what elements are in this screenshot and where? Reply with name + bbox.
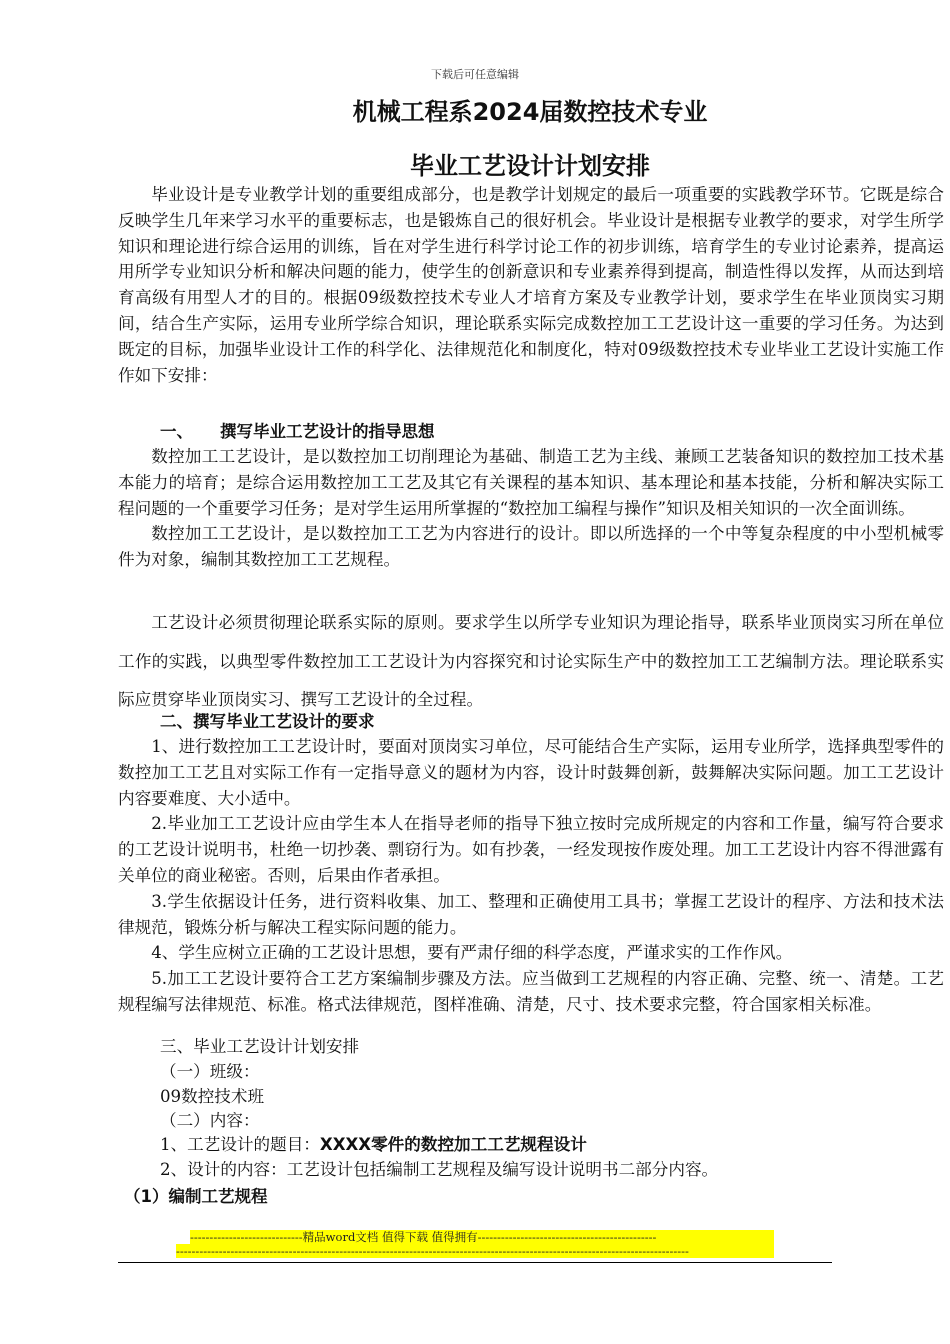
section-2-body [118, 734, 944, 1018]
footer-banner [176, 1230, 774, 1258]
topic-value: XXXX零件的数控加工工艺规程设计 [319, 1135, 587, 1154]
intro-paragraph: 毕业设计是专业教学计划的重要组成部分，也是教学计划规定的最后一项重要的实践教学环节。它既是综合反映学生几年来学习水平的重要标志，也是锻炼自己的很好机会。毕业设计是根据专业教学的要求，对学生所学知识和理论进行综合运用的训练，旨在对学生进行科学讨论工作的初步训练，培育学生的专业讨论素养，提高运用所学专业知识分析和解决问题的能力，使学生的创新意识和专业素养得到提高，制造性得以发挥，从而达到培育高级有用型人才的目的。根据09级数控技术专业人才培育方案及专业教学计划，要求学生在毕业顶岗实习期间，结合生产实际，运用专业所学综合知识，理论联系实际完成数控加工工艺设计这一重要的学习任务。为达到既定的目标，加强毕业设计工作的科学化、法律规范化和制度化，特对09级数控技术专业毕业工艺设计实施工作作如下安排： [118, 185, 944, 385]
class-label: （一）班级： [160, 1062, 260, 1081]
header-note: 下载后可任意编辑 [431, 68, 519, 81]
requirement-item: 5.加工工艺设计要符合工艺方案编制步骤及方法。应当做到工艺规程的内容正确、完整、统一、清楚。工艺规程编写法律规范、标准。格式法律规范，图样准确、清楚，尺寸、技术要求完整，符合国家相关标准。 [118, 969, 944, 1014]
footer-rule [118, 1262, 832, 1263]
topic-line [160, 1132, 587, 1158]
sub-heading-process: （1）编制工艺规程 [124, 1187, 268, 1206]
section-1-paragraph-1: 数控加工工艺设计，是以数控加工切削理论为基础、制造工艺为主线、兼顾工艺装备知识的数控加工技术基本能力的培育；是综合运用数控加工工艺及其它有关课程的基本知识、基本理论和基本技能，分析和解决实际工程问题的一个重要学习任务；是对学生运用所掌握的“数控加工编程与操作”知识及相关知识的一次全面训练。 [118, 447, 944, 518]
class-value: 09数控技术班 [160, 1087, 265, 1106]
section-1-paragraph-3: 工艺设计必须贯彻理论联系实际的原则。要求学生以所学专业知识为理论指导，联系毕业顶岗实习所在单位工作的实践，以典型零件数控加工工艺设计为内容探究和讨论实际生产中的数控加工工艺编制方法。理论联系实际应贯穿毕业顶岗实习、撰写工艺设计的全过程。 [118, 613, 944, 709]
section-1-body-spaced [118, 604, 944, 720]
section-1-heading [160, 418, 435, 442]
section-1-number: 一、 [160, 422, 193, 441]
requirement-item: 3.学生依据设计任务，进行资料收集、加工、整理和正确使用工具书；掌握工艺设计的程序、方法和技术法律规范，锻炼分析与解决工程实际问题的能力。 [118, 891, 944, 937]
section-1-body [118, 444, 944, 573]
design-content-line: 2、设计的内容：工艺设计包括编制工艺规程及编写设计说明书二部分内容。 [160, 1160, 719, 1179]
requirement-item: 2.毕业加工工艺设计应由学生本人在指导老师的指导下独立按时完成所规定的内容和工作量，编写符合要求的工艺设计说明书，杜绝一切抄袭、剽窃行为。如有抄袭，一经发现按作废处理。加工工艺设计内容不得泄露有关单位的商业秘密。否则，后果由作者承担。 [118, 814, 944, 885]
section-1-title: 撰写毕业工艺设计的指导思想 [220, 422, 435, 441]
requirement-item: 4、学生应树立正确的工艺设计思想，要有严肃仔细的科学态度，严谨求实的工作作风。 [151, 943, 793, 963]
footer-banner-line-2: ------------------------------------------------------------------------------------------------------------------------------------ [176, 1244, 774, 1258]
section-2-heading: 二、撰写毕业工艺设计的要求 [160, 712, 375, 731]
title-line-2: 毕业工艺设计计划安排 [410, 152, 650, 180]
content-label: （二）内容： [160, 1111, 260, 1130]
topic-prefix: 1、工艺设计的题目： [160, 1135, 320, 1154]
intro-block [118, 182, 944, 388]
title-line-1: 机械工程系2024届数控技术专业 [352, 98, 708, 126]
requirement-item: 1、进行数控加工工艺设计时，要面对顶岗实习单位，尽可能结合生产实际，运用专业所学，选择典型零件的数控加工工艺且对实际工作有一定指导意义的题材为内容，设计时鼓舞创新，鼓舞解决实际问题。加工工艺设计内容要难度、大小适中。 [118, 737, 944, 808]
section-3-heading: 三、毕业工艺设计计划安排 [160, 1037, 360, 1056]
section-1-paragraph-2: 数控加工工艺设计，是以数控加工工艺为内容进行的设计。即以所选择的一个中等复杂程度的中小型机械零件为对象，编制其数控加工工艺规程。 [118, 524, 944, 570]
footer-banner-line-1: -----------------------------精品word文档 值得下载 值得拥有---------------------------------------------- [190, 1230, 774, 1244]
